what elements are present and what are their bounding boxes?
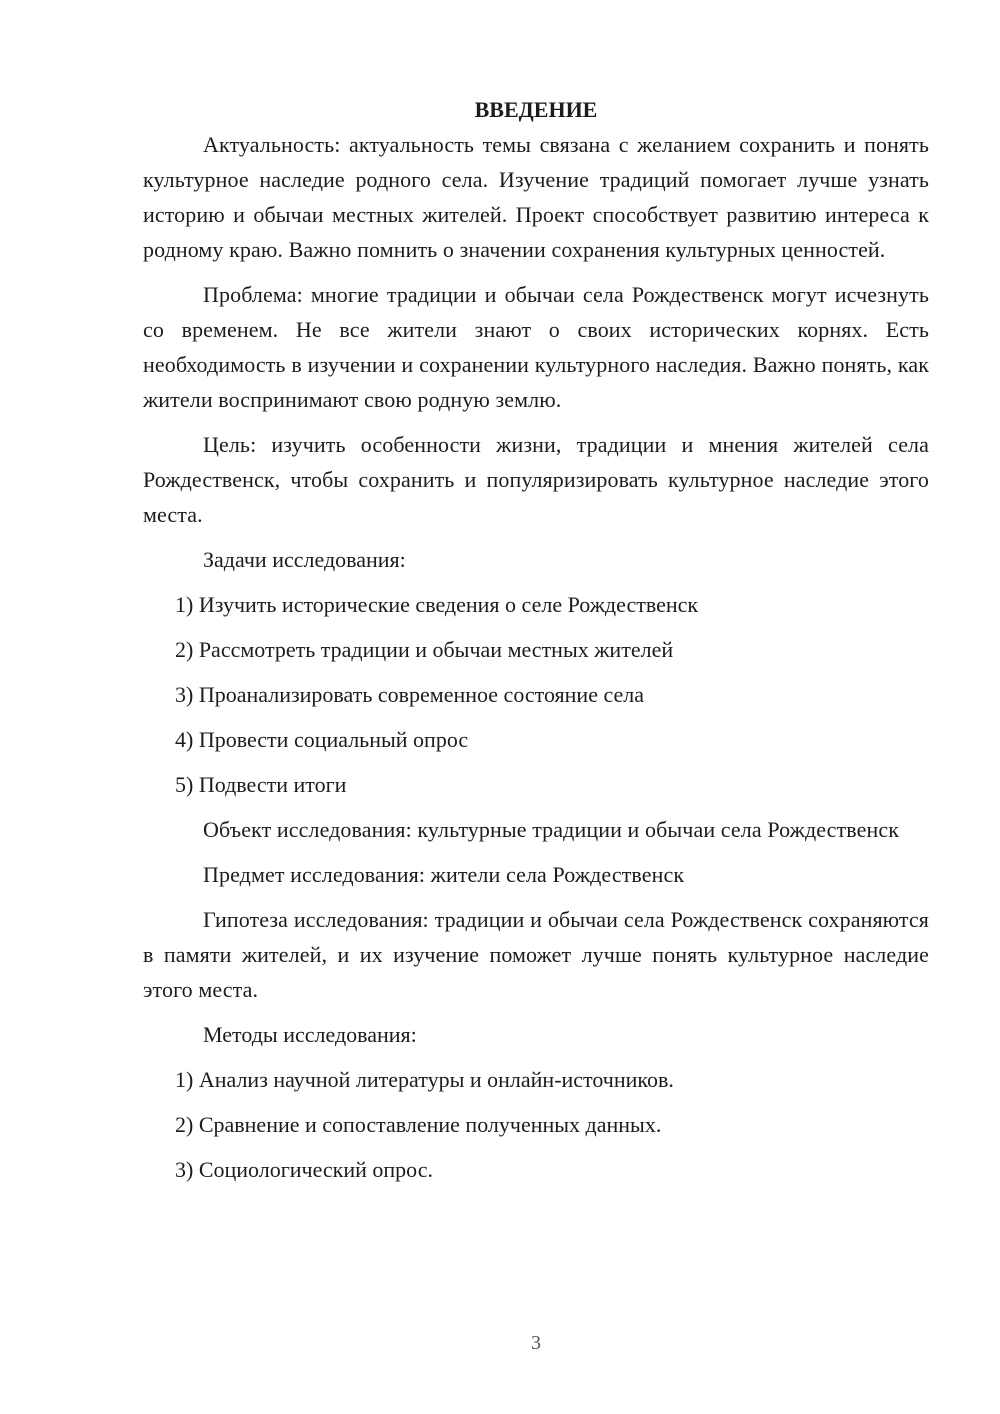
problem-paragraph: Проблема: многие традиции и обычаи села Рождественск могут исчезнуть со временем. Не все жители знают о своих исторических корнях. Есть необходимость в изучении и сохранении культурного наследия. Важно понять, как жители воспринимают свою родную землю. [143, 282, 929, 412]
list-item: 2) Сравнение и сопоставление полученных данных. [175, 1112, 662, 1137]
object-paragraph: Объект исследования: культурные традиции и обычаи села Рождественск [203, 817, 900, 842]
tasks-heading: Задачи исследования: [203, 547, 406, 572]
methods-list [143, 1062, 929, 1187]
list-item: 4) Провести социальный опрос [175, 727, 469, 752]
page-number-label: 3 [531, 1332, 541, 1354]
hypothesis-paragraph: Гипотеза исследования: традиции и обычаи села Рождественск сохраняются в памяти жителей, и их изучение поможет лучше понять культурное наследие этого места. [143, 907, 929, 1002]
page-number [0, 1332, 1000, 1355]
goal-paragraph: Цель: изучить особенности жизни, традиции и мнения жителей села Рождественск, чтобы сохранить и популяризировать культурное наследие этого места. [143, 432, 929, 527]
list-item: 2) Рассмотреть традиции и обычаи местных жителей [175, 637, 674, 662]
methods-heading: Методы исследования: [203, 1022, 417, 1047]
list-item: 5) Подвести итоги [175, 772, 347, 797]
tasks-list [143, 587, 929, 802]
subject-paragraph: Предмет исследования: жители села Рождественск [203, 862, 685, 887]
relevance-paragraph: Актуальность: актуальность темы связана с желанием сохранить и понять культурное наследие родного села. Изучение традиций помогает лучше узнать историю и обычаи местных жителей. Проект способствует развитию интереса к родному краю. Важно помнить о значении сохранения культурных ценностей. [143, 132, 929, 262]
list-item: 3) Проанализировать современное состояние села [175, 682, 645, 707]
list-item: 1) Анализ научной литературы и онлайн-источников. [175, 1067, 674, 1092]
section-title: ВВЕДЕНИЕ [474, 97, 598, 122]
list-item: 3) Социологический опрос. [175, 1157, 433, 1182]
list-item: 1) Изучить исторические сведения о селе Рождественск [175, 592, 699, 617]
document-page [143, 92, 929, 1197]
